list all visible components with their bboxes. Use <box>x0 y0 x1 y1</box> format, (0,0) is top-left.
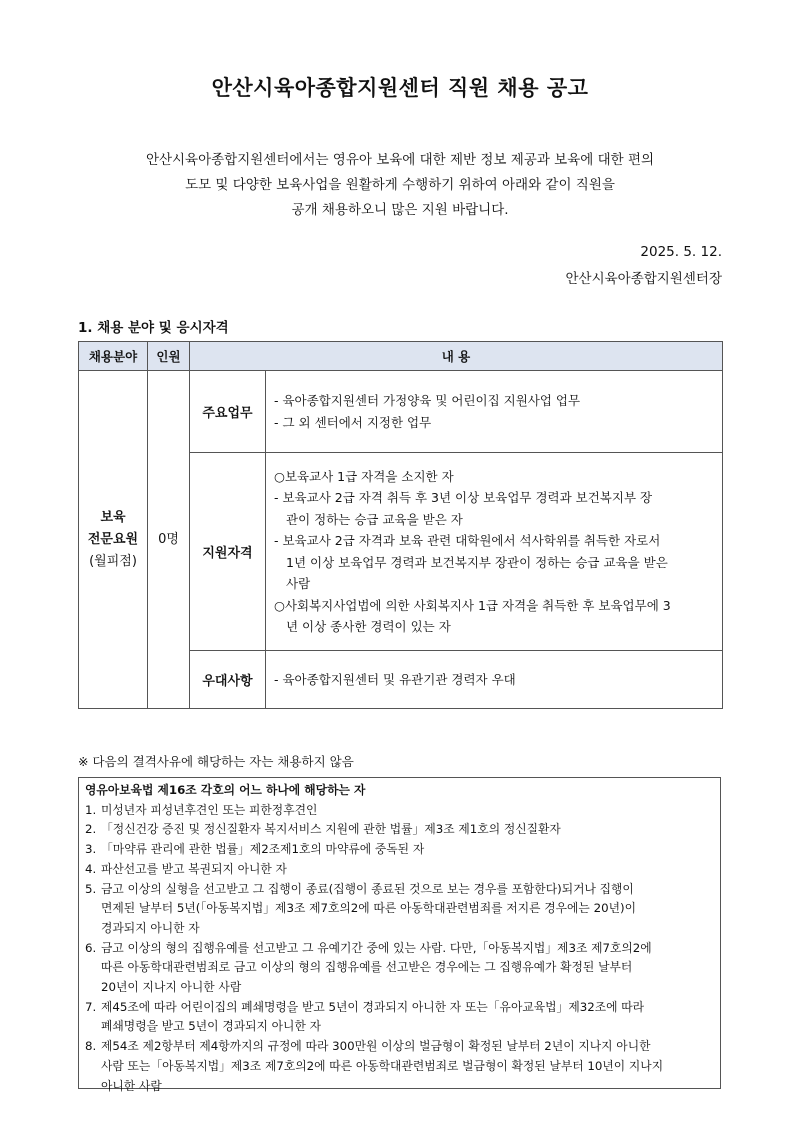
intro-line: 도모 및 다양한 보육사업을 원활하게 수행하기 위하여 아래와 같이 직원을 <box>185 177 615 193</box>
field-branch: (월피점) <box>89 553 137 569</box>
content-line: ○보육교사 1급 자격을 소지한 자 <box>274 468 454 484</box>
row-label-qualifications: 지원자격 <box>190 453 266 651</box>
list-item-line: 제45조에 따라 어린이집의 폐쇄명령을 받고 5년이 경과되지 아니한 자 또는「유아교육법」제32조에 따라 <box>101 999 645 1014</box>
table-row <box>79 371 723 453</box>
header-count: 인원 <box>148 342 190 371</box>
list-item <box>85 880 714 939</box>
disqualification-list <box>85 801 714 1097</box>
list-item <box>85 1037 714 1096</box>
list-item-line: 제54조 제2항부터 제4항까지의 규정에 따라 300만원 이상의 벌금형이 확정된 날부터 2년이 지나지 아니한 <box>101 1039 651 1054</box>
intro-line: 안산시육아종합지원센터에서는 영유아 보육에 대한 제반 정보 제공과 보육에 대한 편의 <box>145 152 655 168</box>
list-item-number: 6. <box>85 940 97 955</box>
content-line: 관이 정하는 승급 교육을 받은 자 <box>286 511 463 527</box>
list-item <box>85 801 714 821</box>
list-item-text <box>101 840 714 860</box>
preferences-content <box>266 651 723 709</box>
list-item <box>85 939 714 998</box>
issuer-name: 안산시육아종합지원센터장 <box>565 271 722 287</box>
list-item-text <box>101 820 714 840</box>
content-line: - 육아종합지원센터 및 유관기관 경력자 우대 <box>274 671 516 687</box>
field-name-line: 보육 <box>100 509 126 525</box>
content-line: - 보육교사 2급 자격 취득 후 3년 이상 보육업무 경력과 보건복지부 장 <box>274 490 653 505</box>
list-item-number: 1. <box>85 802 97 817</box>
disqualification-heading: 영유아보육법 제16조 각호의 어느 하나에 해당하는 자 <box>85 783 366 797</box>
list-item-text <box>101 998 714 1037</box>
content-line: - 보육교사 2급 자격과 보육 관련 대학원에서 석사학위를 취득한 자로서 <box>274 533 661 548</box>
list-item-text <box>101 860 714 880</box>
row-label-preferences: 우대사항 <box>190 651 266 709</box>
list-item-line: 사람 또는「아동복지법」제3조 제7호의2에 따른 아동학대관련범죄로 벌금형이 확정된 날부터 10년이 지나지 <box>101 1058 664 1073</box>
list-item-line: 「마약류 관리에 관한 법률」제2조제1호의 마약류에 중독된 자 <box>101 842 425 857</box>
field-name-line: 전문요원 <box>87 531 139 547</box>
list-item <box>85 998 714 1037</box>
document-title: 안산시육아종합지원센터 직원 채용 공고 <box>211 76 589 100</box>
content-line: - 그 외 센터에서 지정한 업무 <box>274 414 432 430</box>
row-label-duties: 주요업무 <box>190 371 266 453</box>
section-heading: 1. 채용 분야 및 응시자격 <box>78 320 229 336</box>
intro-paragraph <box>80 148 720 223</box>
list-item-number: 3. <box>85 842 97 857</box>
list-item-line: 「정신건강 증진 및 정신질환자 복지서비스 지원에 관한 법률」제3조 제1호의 정신질환자 <box>101 822 561 837</box>
list-item-number: 4. <box>85 861 97 876</box>
list-item-line: 경과되지 아니한 자 <box>101 920 200 935</box>
disqualification-box <box>78 777 721 1093</box>
list-item <box>85 820 714 840</box>
list-item <box>85 860 714 880</box>
list-item-line: 파산선고를 받고 복권되지 아니한 자 <box>101 861 287 876</box>
list-item-line: 금고 이상의 형의 집행유예를 선고받고 그 유예기간 중에 있는 사람. 다만,「아동복지법」제3조 제7호의2에 <box>101 940 652 955</box>
count-cell: 0명 <box>148 371 190 709</box>
content-line: ○사회복지사업법에 의한 사회복지사 1급 자격을 취득한 후 보육업무에 3 <box>274 597 671 613</box>
list-item-text <box>101 880 714 939</box>
recruitment-table <box>78 341 723 709</box>
list-item-text <box>101 1037 714 1096</box>
disqualification-note: ※ 다음의 결격사유에 해당하는 자는 채용하지 않음 <box>78 754 354 769</box>
header-content: 내 용 <box>190 342 723 371</box>
announcement-date: 2025. 5. 12. <box>640 244 722 260</box>
table-header-row <box>79 342 723 371</box>
qualifications-content <box>266 453 723 651</box>
list-item-line: 아니한 사람 <box>101 1078 162 1093</box>
field-cell <box>79 371 148 709</box>
list-item-number: 8. <box>85 1039 97 1054</box>
list-item-text <box>101 939 714 998</box>
list-item-number: 7. <box>85 999 97 1014</box>
header-field: 채용분야 <box>79 342 148 371</box>
list-item-line: 면제된 날부터 5년(「아동복지법」제3조 제7호의2에 따른 아동학대관련범죄를 저지른 경우에는 20년)이 <box>101 901 636 916</box>
list-item-line: 금고 이상의 실형을 선고받고 그 집행이 종료(집행이 종료된 것으로 보는 경우를 포함한다)되거나 집행이 <box>101 881 634 896</box>
intro-line: 공개 채용하오니 많은 지원 바랍니다. <box>291 202 509 218</box>
list-item-line: 미성년자 피성년후견인 또는 피한정후견인 <box>101 802 318 817</box>
list-item-number: 2. <box>85 822 97 837</box>
content-line: 년 이상 종사한 경력이 있는 자 <box>286 619 451 634</box>
content-line: 사람 <box>286 576 311 591</box>
list-item-line: 20년이 지나지 아니한 사람 <box>101 980 242 995</box>
list-item-line: 따른 아동학대관련범죄로 금고 이상의 형의 집행유예를 선고받은 경우에는 그 집행유예가 확정된 날부터 <box>101 960 633 975</box>
list-item-number: 5. <box>85 881 97 896</box>
content-line: 1년 이상 보육업무 경력과 보건복지부 장관이 정하는 승급 교육을 받은 <box>286 554 668 570</box>
list-item-line: 폐쇄명령을 받고 5년이 경과되지 아니한 자 <box>101 1019 321 1034</box>
duties-content <box>266 371 723 453</box>
list-item <box>85 840 714 860</box>
content-line: - 육아종합지원센터 가정양육 및 어린이집 지원사업 업무 <box>274 393 581 408</box>
list-item-text <box>101 801 714 821</box>
